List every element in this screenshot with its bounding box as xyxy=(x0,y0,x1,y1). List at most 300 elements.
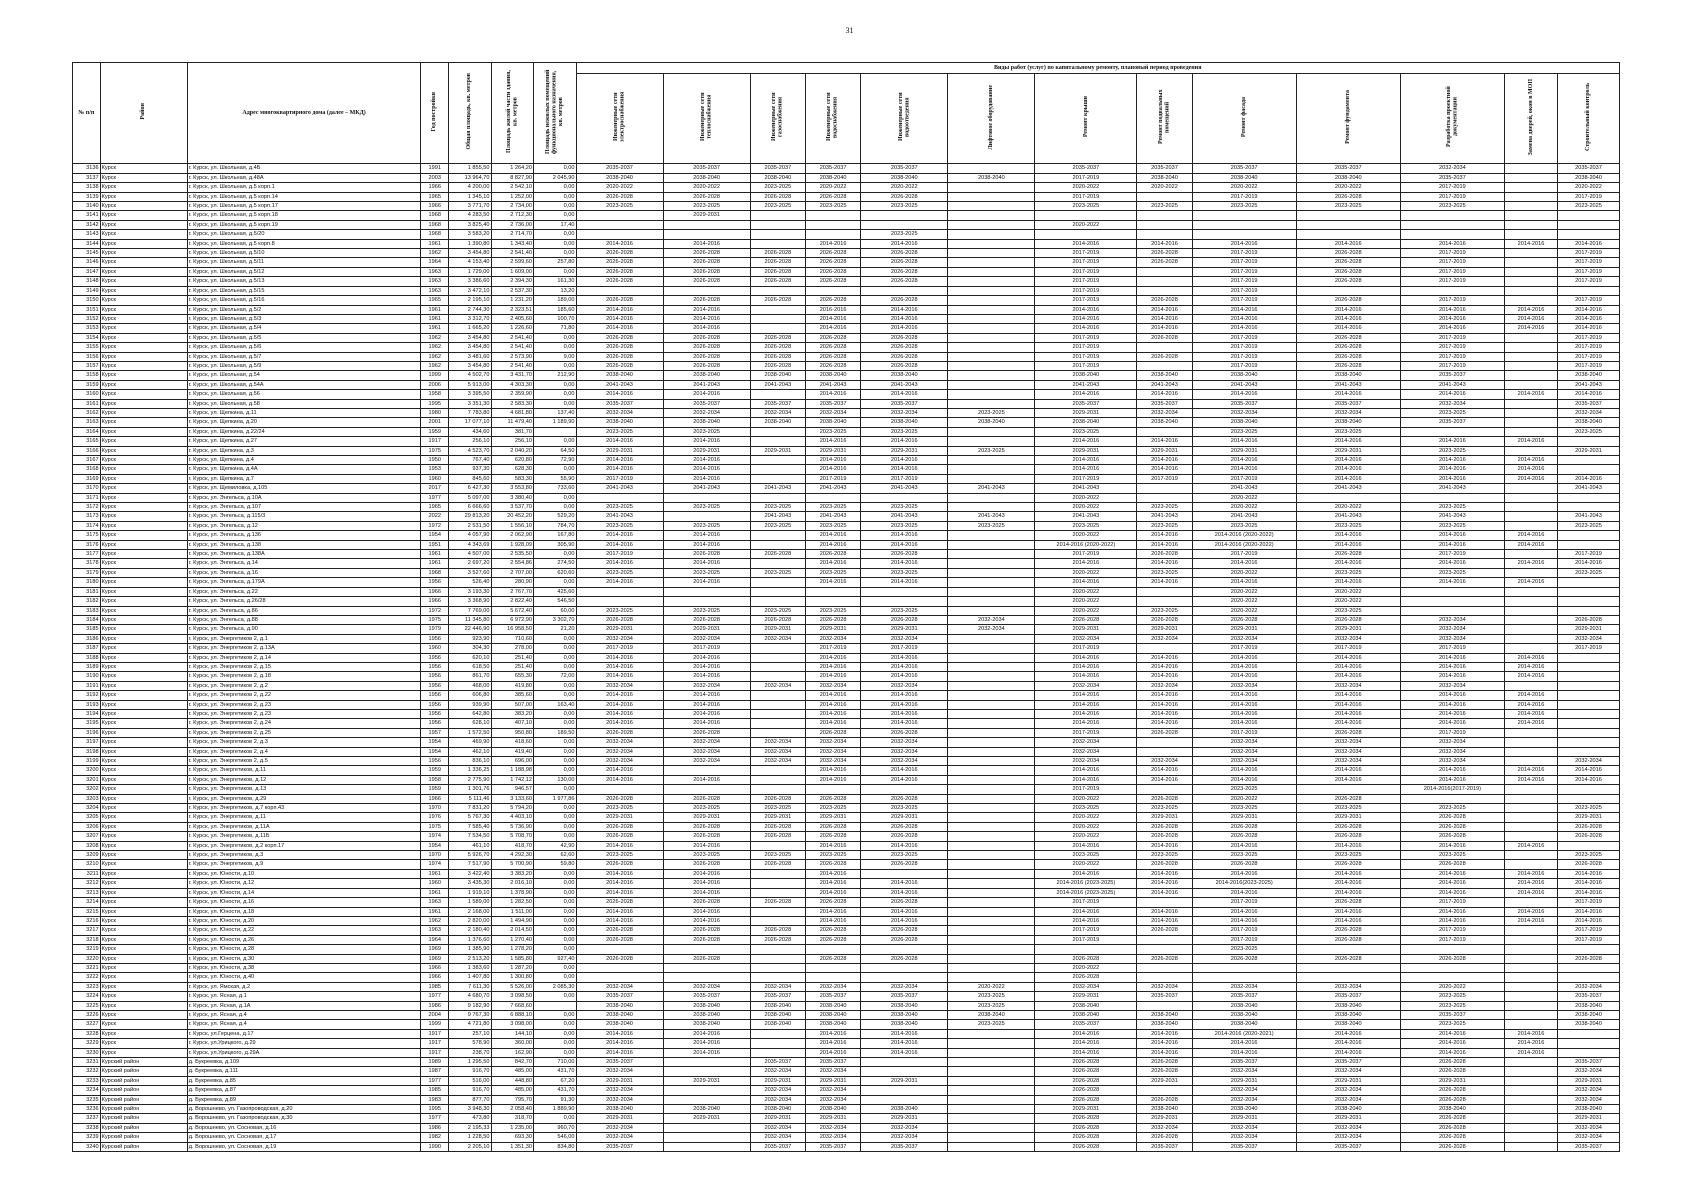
cell-work-period xyxy=(948,559,1035,568)
cell-work-period: 2032-2034 xyxy=(861,982,948,991)
cell-nonres-area: 0,00 xyxy=(534,1029,576,1038)
cell-work-period: 2041-2043 xyxy=(1192,484,1296,493)
cell-address: г. Курск, ул. Энгельса, д.90 xyxy=(187,625,421,634)
cell-district: Курск xyxy=(100,465,187,474)
cell-work-period: 2014-2016 xyxy=(1137,700,1192,709)
cell-work-period: 2038-2040 xyxy=(750,1001,805,1010)
cell-work-period xyxy=(805,230,860,239)
cell-total-area: 7 783,80 xyxy=(449,408,491,417)
cell-work-period xyxy=(576,587,663,596)
cell-district: Курск xyxy=(100,822,187,831)
cell-nonres-area: 0,00 xyxy=(534,493,576,502)
cell-total-area: 13 964,70 xyxy=(449,173,491,182)
cell-work-period xyxy=(1504,728,1557,737)
cell-work-period: 2029-2031 xyxy=(1137,446,1192,455)
cell-work-period: 2014-2016 xyxy=(663,456,750,465)
cell-work-period: 2032-2034 xyxy=(1400,625,1504,634)
cell-total-area: 4 057,90 xyxy=(449,531,491,540)
cell-nonres-area: 167,80 xyxy=(534,531,576,540)
cell-year: 1963 xyxy=(421,898,449,907)
cell-work-period xyxy=(663,1086,750,1095)
cell-year: 1956 xyxy=(421,662,449,671)
cell-work-period: 2023-2025 xyxy=(750,804,805,813)
cell-work-period xyxy=(663,973,750,982)
cell-year: 1964 xyxy=(421,258,449,267)
cell-year: 1965 xyxy=(421,192,449,201)
table-row xyxy=(73,211,1620,220)
cell-work-period: 2023-2025 xyxy=(805,202,860,211)
cell-work-period xyxy=(1035,230,1137,239)
cell-work-period xyxy=(750,559,805,568)
cell-work-period: 2026-2028 xyxy=(1192,860,1296,869)
cell-work-period xyxy=(948,634,1035,643)
cell-work-period: 2014-2016 xyxy=(1400,465,1504,474)
cell-living-area: 2 058,40 xyxy=(491,1105,533,1114)
cell-work-period: 2023-2025 xyxy=(750,851,805,860)
cell-nonres-area: 0,00 xyxy=(534,738,576,747)
cell-work-period: 2032-2034 xyxy=(750,1067,805,1076)
cell-work-period xyxy=(1558,691,1620,700)
cell-work-period: 2026-2028 xyxy=(750,822,805,831)
cell-work-period xyxy=(1137,192,1192,201)
cell-work-period: 2023-2025 xyxy=(750,606,805,615)
cell-work-period: 2032-2034 xyxy=(1192,1086,1296,1095)
cell-work-period xyxy=(750,963,805,972)
cell-work-period: 2038-2040 xyxy=(1192,1001,1296,1010)
cell-district: Курский район xyxy=(100,1133,187,1142)
cell-work-period xyxy=(1504,164,1557,173)
cell-work-period: 2032-2034 xyxy=(861,681,948,690)
cell-work-period xyxy=(948,540,1035,549)
cell-address: г. Курск, ул. Энгельса, д.86 xyxy=(187,606,421,615)
cell-work-period xyxy=(948,879,1035,888)
table-row xyxy=(73,869,1620,878)
cell-work-period: 2026-2028 xyxy=(1296,728,1400,737)
cell-address: г. Курск, ул. Юности, д.16 xyxy=(187,898,421,907)
table-row xyxy=(73,738,1620,747)
cell-living-area: 1 231,20 xyxy=(491,296,533,305)
cell-work-period: 2014-2016 xyxy=(1400,578,1504,587)
cell-work-period: 2023-2025 xyxy=(1192,202,1296,211)
cell-work-period xyxy=(1137,361,1192,370)
cell-work-period xyxy=(948,1058,1035,1067)
cell-year: 1970 xyxy=(421,851,449,860)
cell-work-period: 2014-2016 xyxy=(1504,841,1557,850)
cell-work-period xyxy=(948,474,1035,483)
cell-address: г. Курск, ул.Урицкого, д.29А xyxy=(187,1048,421,1057)
cell-work-period: 2017-2019 xyxy=(1400,258,1504,267)
cell-address: г. Курск, ул. Энгельса, д.115/3 xyxy=(187,512,421,521)
cell-work-period: 2038-2040 xyxy=(948,418,1035,427)
cell-work-period: 2014-2016 xyxy=(1504,691,1557,700)
cell-work-period: 2014-2016 xyxy=(1137,324,1192,333)
cell-work-period: 2014-2016 xyxy=(1400,1039,1504,1048)
cell-work-period xyxy=(1035,945,1137,954)
cell-work-period: 2014-2016 xyxy=(1558,390,1620,399)
cell-work-period: 2026-2028 xyxy=(1192,822,1296,831)
cell-address: г. Курск, ул. Энергетиков 2, д.24 xyxy=(187,719,421,728)
cell-address: г. Курск, ул. Школьная, д.5/12 xyxy=(187,267,421,276)
cell-work-period xyxy=(1558,700,1620,709)
cell-work-period: 2026-2028 xyxy=(1035,1123,1137,1132)
cell-year: 1961 xyxy=(421,550,449,559)
cell-work-period xyxy=(1504,992,1557,1001)
cell-nonres-area: 0,00 xyxy=(534,662,576,671)
cell-year: 2006 xyxy=(421,380,449,389)
table-row xyxy=(73,521,1620,530)
cell-district: Курск xyxy=(100,427,187,436)
cell-work-period xyxy=(948,427,1035,436)
cell-work-period: 2026-2028 xyxy=(805,343,860,352)
table-row xyxy=(73,672,1620,681)
cell-work-period xyxy=(576,963,663,972)
cell-work-period: 2038-2040 xyxy=(663,418,750,427)
cell-year: 1953 xyxy=(421,465,449,474)
cell-living-area: 280,90 xyxy=(491,578,533,587)
cell-work-period: 2032-2034 xyxy=(576,757,663,766)
cell-work-period: 2014-2016 xyxy=(663,1029,750,1038)
cell-work-period: 2026-2028 xyxy=(861,267,948,276)
cell-work-period: 2014-2016 xyxy=(1137,672,1192,681)
table-row xyxy=(73,644,1620,653)
cell-year: 1962 xyxy=(421,361,449,370)
cell-work-period: 2029-2031 xyxy=(1035,1105,1137,1114)
cell-work-period: 2014-2016 xyxy=(1296,1048,1400,1057)
cell-work-period xyxy=(948,220,1035,229)
cell-work-period xyxy=(948,851,1035,860)
cell-work-period xyxy=(750,474,805,483)
cell-work-period: 2020-2022 xyxy=(1400,982,1504,991)
cell-district: Курский район xyxy=(100,1114,187,1123)
cell-work-period: 2026-2028 xyxy=(576,935,663,944)
cell-work-period xyxy=(1504,954,1557,963)
cell-work-period: 2016-2016 xyxy=(805,305,860,314)
cell-work-period xyxy=(1137,1001,1192,1010)
cell-work-period: 2029-2031 xyxy=(861,1076,948,1085)
cell-work-period: 2032-2034 xyxy=(663,757,750,766)
cell-work-period: 2014-2016 xyxy=(861,775,948,784)
cell-work-period: 2026-2028 xyxy=(1035,1142,1137,1151)
cell-work-period: 2014-2016 xyxy=(1504,700,1557,709)
cell-work-period: 2035-2037 xyxy=(1296,1058,1400,1067)
cell-work-period: 2032-2034 xyxy=(1558,1123,1620,1132)
cell-work-period xyxy=(948,1039,1035,1048)
cell-work-period: 2014-2016 xyxy=(1035,1029,1137,1038)
cell-year: 1961 xyxy=(421,324,449,333)
cell-num: 3203 xyxy=(73,794,101,803)
cell-work-period: 2038-2040 xyxy=(1192,371,1296,380)
cell-address: г. Курск, ул. Энергетиков 2, д.3 xyxy=(187,738,421,747)
cell-year: 1968 xyxy=(421,220,449,229)
cell-work-period: 2026-2028 xyxy=(1296,935,1400,944)
cell-work-period xyxy=(750,945,805,954)
cell-district: Курск xyxy=(100,926,187,935)
cell-work-period xyxy=(663,1142,750,1151)
cell-living-area: 2 541,40 xyxy=(491,361,533,370)
cell-work-period: 2017-2019 xyxy=(1035,898,1137,907)
cell-work-period: 2014-2016 (2023-2025) xyxy=(1035,888,1137,897)
cell-total-area: 469,90 xyxy=(449,738,491,747)
cell-work-period: 2035-2037 xyxy=(1137,1142,1192,1151)
cell-work-period: 2014-2016 xyxy=(1192,578,1296,587)
cell-work-period: 2029-2031 xyxy=(1035,992,1137,1001)
cell-work-period: 2026-2028 xyxy=(663,550,750,559)
cell-work-period xyxy=(1504,606,1557,615)
cell-work-period: 2035-2037 xyxy=(1035,164,1137,173)
cell-work-period: 2026-2028 xyxy=(1400,1058,1504,1067)
cell-work-period: 2029-2031 xyxy=(1296,1076,1400,1085)
cell-work-period: 2014-2016 xyxy=(576,1039,663,1048)
cell-work-period: 2032-2034 xyxy=(805,1133,860,1142)
cell-address: д. Букреевка, д.109 xyxy=(187,1058,421,1067)
cell-work-period: 2020-2022 xyxy=(1192,794,1296,803)
cell-work-period: 2014-2016 xyxy=(1504,662,1557,671)
cell-work-period: 2014-2016 xyxy=(861,540,948,549)
cell-work-period xyxy=(1137,493,1192,502)
cell-work-period: 2014-2016 xyxy=(1400,907,1504,916)
cell-work-period: 2020-2022 xyxy=(1035,597,1137,606)
cell-total-area: 3 454,80 xyxy=(449,333,491,342)
cell-work-period xyxy=(576,785,663,794)
cell-living-area: 4 292,30 xyxy=(491,851,533,860)
cell-work-period: 2017-2019 xyxy=(1558,333,1620,342)
cell-work-period: 2029-2031 xyxy=(1035,625,1137,634)
cell-work-period: 2035-2037 xyxy=(663,399,750,408)
table-row xyxy=(73,1133,1620,1142)
cell-work-period: 2026-2028 xyxy=(750,832,805,841)
cell-nonres-area: 0,00 xyxy=(534,634,576,643)
cell-work-period: 2020-2022 xyxy=(1035,794,1137,803)
cell-total-area: 516,00 xyxy=(449,1076,491,1085)
cell-work-period xyxy=(1137,230,1192,239)
cell-district: Курск xyxy=(100,785,187,794)
cell-district: Курск xyxy=(100,728,187,737)
cell-num: 3166 xyxy=(73,446,101,455)
cell-address: г. Курск, ул. Энергетиков 2, д.25 xyxy=(187,728,421,737)
cell-work-period: 2014-2016 xyxy=(805,465,860,474)
cell-work-period: 2014-2016 xyxy=(1192,672,1296,681)
cell-work-period: 2023-2025 xyxy=(1192,427,1296,436)
cell-work-period xyxy=(805,945,860,954)
cell-nonres-area: 9,00 xyxy=(534,352,576,361)
cell-work-period: 2023-2025 xyxy=(750,503,805,512)
cell-nonres-area: 72,90 xyxy=(534,456,576,465)
cell-work-period xyxy=(948,437,1035,446)
cell-district: Курск xyxy=(100,202,187,211)
cell-work-period xyxy=(750,1029,805,1038)
cell-num: 3190 xyxy=(73,672,101,681)
cell-living-area: 2 734,00 xyxy=(491,202,533,211)
cell-total-area: 473,80 xyxy=(449,1114,491,1123)
cell-work-period: 2020-2022 xyxy=(1035,587,1137,596)
cell-work-period: 2038-2040 xyxy=(1296,418,1400,427)
cell-district: Курский район xyxy=(100,1142,187,1151)
cell-address: г. Курск, ул. Школьная, д.5 корп.14 xyxy=(187,192,421,201)
cell-work-period: 2032-2034 xyxy=(1296,1133,1400,1142)
cell-work-period xyxy=(948,352,1035,361)
cell-total-area: 628,10 xyxy=(449,719,491,728)
cell-work-period: 2041-2043 xyxy=(1192,380,1296,389)
cell-work-period: 2014-2016 xyxy=(1504,869,1557,878)
cell-work-period: 2023-2025 xyxy=(1137,568,1192,577)
cell-year: 1958 xyxy=(421,775,449,784)
cell-work-period: 2026-2028 xyxy=(1558,954,1620,963)
cell-district: Курск xyxy=(100,550,187,559)
cell-num: 3185 xyxy=(73,625,101,634)
cell-work-period: 2038-2040 xyxy=(1035,1010,1137,1019)
cell-address: г. Курск, ул. Юности, д.26 xyxy=(187,935,421,944)
table-row xyxy=(73,418,1620,427)
table-row xyxy=(73,832,1620,841)
cell-work-period: 2035-2037 xyxy=(576,399,663,408)
cell-work-period xyxy=(663,230,750,239)
cell-work-period: 2014-2016 xyxy=(576,540,663,549)
cell-work-period: 2020-2022 xyxy=(1296,587,1400,596)
cell-work-period xyxy=(1504,681,1557,690)
cell-address: г. Курск, ул. Юности, д.38 xyxy=(187,963,421,972)
cell-work-period: 2014-2016 xyxy=(1400,709,1504,718)
cell-work-period xyxy=(948,550,1035,559)
cell-district: Курск xyxy=(100,691,187,700)
cell-work-period: 2014-2016 xyxy=(663,1039,750,1048)
cell-work-period: 2032-2034 xyxy=(805,757,860,766)
cell-work-period: 2023-2025 xyxy=(576,568,663,577)
cell-total-area: 1 345,10 xyxy=(449,192,491,201)
cell-work-period xyxy=(1504,371,1557,380)
cell-nonres-area: 55,90 xyxy=(534,474,576,483)
cell-address: г. Курск, ул. Энергетиков, д.11А xyxy=(187,822,421,831)
table-row xyxy=(73,343,1620,352)
cell-work-period xyxy=(1137,267,1192,276)
table-row xyxy=(73,926,1620,935)
cell-living-area: 2 541,40 xyxy=(491,343,533,352)
table-row xyxy=(73,719,1620,728)
cell-address: г. Курск, ул. Энгельса, д.14 xyxy=(187,559,421,568)
cell-work-period: 2014-2016 xyxy=(1504,474,1557,483)
cell-year: 1917 xyxy=(421,1029,449,1038)
cell-living-area: 946,57 xyxy=(491,785,533,794)
cell-total-area: 304,30 xyxy=(449,644,491,653)
cell-work-period xyxy=(1400,963,1504,972)
cell-address: г. Курск, ул. Энергетиков 2, д.15 xyxy=(187,662,421,671)
cell-work-period: 2023-2025 xyxy=(861,568,948,577)
cell-year: 1951 xyxy=(421,540,449,549)
cell-total-area: 5 111,46 xyxy=(449,794,491,803)
cell-address: г. Курск, ул. Энгельса, д.22 xyxy=(187,587,421,596)
cell-living-area: 507,00 xyxy=(491,700,533,709)
cell-num: 3154 xyxy=(73,333,101,342)
cell-address: г. Курск, ул. Школьная, д.5/11 xyxy=(187,258,421,267)
cell-work-period xyxy=(948,973,1035,982)
cell-num: 3167 xyxy=(73,456,101,465)
cell-year: 1980 xyxy=(421,408,449,417)
cell-year: 1956 xyxy=(421,672,449,681)
cell-work-period xyxy=(948,672,1035,681)
cell-work-period: 2017-2019 xyxy=(1035,550,1137,559)
table-row xyxy=(73,1076,1620,1085)
cell-work-period: 2023-2025 xyxy=(1137,503,1192,512)
cell-work-period: 2032-2034 xyxy=(1192,681,1296,690)
cell-work-period xyxy=(1558,540,1620,549)
cell-address: г. Курск, ул. Щепкина, д.20 xyxy=(187,418,421,427)
cell-district: Курск xyxy=(100,1010,187,1019)
cell-work-period: 2032-2034 xyxy=(1296,757,1400,766)
cell-address: г. Курск, ул. Энгельса, д.136 xyxy=(187,531,421,540)
cell-num: 3234 xyxy=(73,1086,101,1095)
cell-work-period xyxy=(1137,935,1192,944)
cell-work-period: 2026-2028 xyxy=(1296,361,1400,370)
cell-work-period: 2017-2019 xyxy=(1192,926,1296,935)
cell-work-period xyxy=(948,822,1035,831)
cell-work-period: 2032-2034 xyxy=(805,1123,860,1132)
cell-district: Курск xyxy=(100,540,187,549)
cell-work-period xyxy=(948,239,1035,248)
cell-living-area: 795,70 xyxy=(491,1095,533,1104)
cell-work-period xyxy=(1504,597,1557,606)
cell-nonres-area: 0,00 xyxy=(534,822,576,831)
cell-num: 3184 xyxy=(73,615,101,624)
cell-work-period: 2041-2043 xyxy=(1558,512,1620,521)
cell-work-period: 2014-2016 xyxy=(861,700,948,709)
cell-nonres-area xyxy=(534,1001,576,1010)
table-row xyxy=(73,578,1620,587)
cell-address: д. Ворошнево, ул. Газопроводская, д.20 xyxy=(187,1105,421,1114)
cell-work-period xyxy=(663,766,750,775)
cell-work-period xyxy=(1558,230,1620,239)
cell-work-period: 2014-2016 xyxy=(861,465,948,474)
cell-nonres-area: 2 045,90 xyxy=(534,173,576,182)
cell-work-period: 2014-2016 xyxy=(1400,672,1504,681)
cell-work-period: 2023-2025 xyxy=(1035,851,1137,860)
cell-work-period xyxy=(1137,963,1192,972)
cell-work-period xyxy=(1137,211,1192,220)
cell-living-area: 1 252,00 xyxy=(491,192,533,201)
cell-work-period: 2032-2034 xyxy=(1400,615,1504,624)
cell-work-period: 2032-2034 xyxy=(1296,738,1400,747)
cell-work-period xyxy=(861,220,948,229)
cell-work-period xyxy=(1504,202,1557,211)
cell-work-period: 2026-2028 xyxy=(1137,926,1192,935)
cell-work-period xyxy=(750,869,805,878)
cell-work-period xyxy=(750,597,805,606)
page-number: 31 xyxy=(845,26,854,35)
cell-work-period: 2014-2016 xyxy=(1296,474,1400,483)
cell-work-period: 2035-2037 xyxy=(576,1142,663,1151)
header-address: Адрес многоквартирного дома (далее – МКД) xyxy=(187,63,421,164)
cell-year: 1954 xyxy=(421,841,449,850)
cell-work-period xyxy=(1504,521,1557,530)
cell-total-area: 5 097,00 xyxy=(449,493,491,502)
cell-district: Курск xyxy=(100,615,187,624)
cell-work-period: 2017-2019 xyxy=(1296,644,1400,653)
cell-nonres-area: 0,00 xyxy=(534,183,576,192)
cell-nonres-area: 927,40 xyxy=(534,954,576,963)
cell-work-period: 2026-2028 xyxy=(750,352,805,361)
cell-work-period: 2032-2034 xyxy=(1035,634,1137,643)
cell-work-period: 2026-2028 xyxy=(861,192,948,201)
cell-work-period: 2029-2031 xyxy=(1137,1076,1192,1085)
cell-total-area: 2 180,40 xyxy=(449,926,491,935)
cell-work-period: 2032-2034 xyxy=(750,634,805,643)
cell-work-period xyxy=(948,465,1035,474)
cell-work-period xyxy=(948,267,1035,276)
cell-work-period: 2014-2016 xyxy=(1296,653,1400,662)
cell-district: Курск xyxy=(100,220,187,229)
cell-district: Курск xyxy=(100,380,187,389)
cell-work-period: 2038-2040 xyxy=(1035,371,1137,380)
cell-work-period: 2032-2034 xyxy=(663,747,750,756)
cell-work-period: 2032-2034 xyxy=(1400,738,1504,747)
